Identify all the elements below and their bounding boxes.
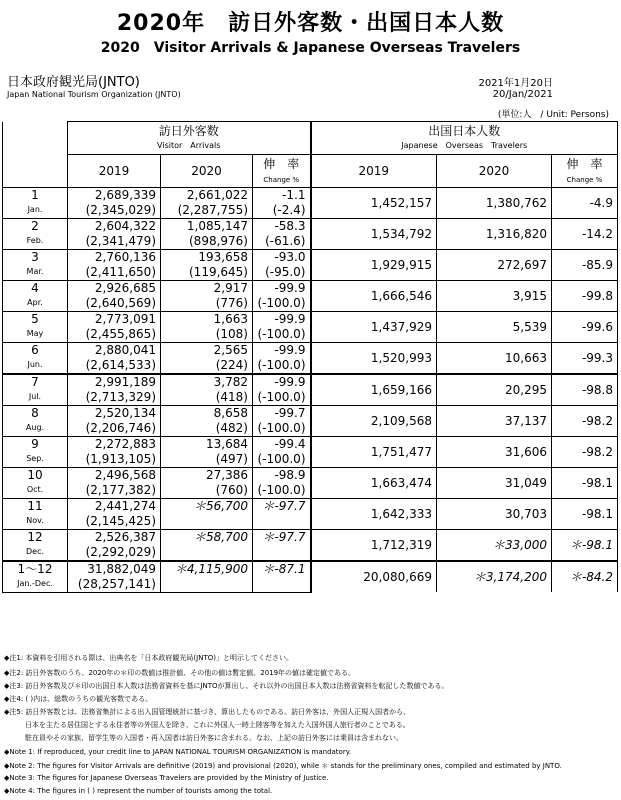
table-row xyxy=(3,498,618,514)
visitor-change-cell: -99.9 xyxy=(253,311,311,327)
visitor-2020-cell: ＊56,700 xyxy=(161,498,253,514)
header-corner xyxy=(3,139,68,154)
japanese-header-jp: 出国日本人数 xyxy=(311,122,618,140)
table-row xyxy=(3,280,618,296)
footnote-line: ◆Note 4: The figures in ( ) represent the number of tourists among the total. xyxy=(4,787,273,795)
table-row xyxy=(3,374,618,390)
month-cell: 2 xyxy=(3,218,68,234)
japanese-2020-cell: ＊33,000 xyxy=(437,529,552,561)
page-title: 2020年 訪日外客数・出国日本人数 xyxy=(116,11,505,36)
month-cell: 7 xyxy=(3,374,68,390)
visitor-2020-tourists-cell: (482) xyxy=(161,421,253,437)
visitor-2020-tourists-cell: (418) xyxy=(161,390,253,406)
visitor-change-cell: ＊-87.1 xyxy=(253,561,311,577)
visitor-2020-tourists-cell: (760) xyxy=(161,483,253,499)
visitor-change-cell: -1.1 xyxy=(253,187,311,203)
visitor-2020-tourists-cell: (224) xyxy=(161,358,253,374)
visitor-2019-tourists-cell: (2,177,382) xyxy=(68,483,161,499)
month-en-cell: Feb. xyxy=(3,234,68,250)
japanese-header-en: Japanese Overseas Travelers xyxy=(311,139,618,154)
month-cell: 3 xyxy=(3,249,68,265)
visitor-change-cell: ＊-97.7 xyxy=(253,529,311,545)
visitor-2020-cell: 27,386 xyxy=(161,467,253,483)
visitor-2019-tourists-cell: (2,145,425) xyxy=(68,514,161,530)
visitor-tourist-change-cell xyxy=(253,545,311,561)
visitor-2019-tourists-cell: (2,341,479) xyxy=(68,234,161,250)
visitor-tourist-change-cell xyxy=(253,577,311,593)
japanese-2020-cell: 10,663 xyxy=(437,342,552,374)
page-subtitle: 2020 Visitor Arrivals & Japanese Overseas Travelers xyxy=(100,40,521,56)
footnote-line: ◆注2: 訪日外客数のうち、2020年の＊印の数値は推計値、その他の値は暫定値、2019年の値は確定値である。 xyxy=(4,669,356,677)
visitor-change-cell: -98.9 xyxy=(253,467,311,483)
visitor-tourist-change-cell: (-100.0) xyxy=(253,452,311,468)
japanese-2019-cell: 1,666,546 xyxy=(311,280,437,311)
month-en-cell: Sep. xyxy=(3,452,68,468)
month-en-cell: Nov. xyxy=(3,514,68,530)
month-en-cell: Jan.-Dec. xyxy=(3,577,68,593)
japanese-2020-cell: 272,697 xyxy=(437,249,552,280)
release-date-jp: 2021年1月20日 xyxy=(478,78,553,89)
month-cell: 1 xyxy=(3,187,68,203)
visitor-2019-cell: 2,520,134 xyxy=(68,405,161,421)
visitor-change-cell: -99.7 xyxy=(253,405,311,421)
table-row xyxy=(3,187,618,203)
japanese-change-cell: -14.2 xyxy=(552,218,618,249)
japanese-2020-cell: 30,703 xyxy=(437,498,552,529)
japanese-2019-cell: 1,642,333 xyxy=(311,498,437,529)
japanese-change-cell: -99.3 xyxy=(552,342,618,374)
table-row xyxy=(3,405,618,421)
japanese-2020-cell: 5,539 xyxy=(437,311,552,342)
footnote-line: 日本を主たる居住国とする永住者等の外国人を除き、これに外国人一時上陸客等を加えた入国外国人旅行者のことである。 xyxy=(4,721,410,729)
visitor-tourist-change-cell: (-100.0) xyxy=(253,296,311,312)
table-row xyxy=(3,342,618,358)
month-en-cell: Oct. xyxy=(3,483,68,499)
visitor-2020-cell: 2,565 xyxy=(161,342,253,358)
month-cell: 6 xyxy=(3,342,68,358)
visitor-2019-tourists-cell: (2,455,865) xyxy=(68,327,161,343)
organization-name-jp: 日本政府観光局(JNTO) xyxy=(7,75,140,90)
visitor-tourist-change-cell: (-100.0) xyxy=(253,390,311,406)
visitor-2019-tourists-cell: (1,913,105) xyxy=(68,452,161,468)
japanese-2019-cell: 1,534,792 xyxy=(311,218,437,249)
japanese-change-header-jp: 伸 率 xyxy=(552,154,618,173)
month-en-cell: Aug. xyxy=(3,421,68,437)
visitor-change-cell: -58.3 xyxy=(253,218,311,234)
visitor-tourist-change-cell: (-100.0) xyxy=(253,421,311,437)
japanese-change-cell: -98.2 xyxy=(552,436,618,467)
table-row xyxy=(3,436,618,452)
footnote-line: ◆注3: 訪日外客数及び＊印の出国日本人数は法務省資料を基にJNTOが算出し、それ以外の出国日本人数は法務省資料を転記した数値である。 xyxy=(4,682,449,690)
visitor-2019-cell: 2,880,041 xyxy=(68,342,161,358)
month-en-cell: May xyxy=(3,327,68,343)
footnote-line: ◆Note 3: The figures for Japanese Overseas Travelers are provided by the Ministry of Justice. xyxy=(4,774,329,782)
visitor-2020-cell: 1,663 xyxy=(161,311,253,327)
visitor-tourist-change-cell: (-61.6) xyxy=(253,234,311,250)
japanese-2019-cell: 1,659,166 xyxy=(311,374,437,406)
table-row xyxy=(3,249,618,265)
header-corner xyxy=(3,122,68,140)
visitor-2019-cell: 2,926,685 xyxy=(68,280,161,296)
visitor-2020-tourists-cell: (497) xyxy=(161,452,253,468)
visitor-tourist-change-cell: (-100.0) xyxy=(253,327,311,343)
japanese-2020-cell: ＊3,174,200 xyxy=(437,561,552,593)
visitor-tourist-change-cell: (-100.0) xyxy=(253,483,311,499)
table-row xyxy=(3,529,618,545)
month-cell: 12 xyxy=(3,529,68,545)
visitor-2019-tourists-cell: (28,257,141) xyxy=(68,577,161,593)
japanese-change-cell: -85.9 xyxy=(552,249,618,280)
release-date-en: 20/Jan/2021 xyxy=(492,89,553,100)
footnote-line: 駐在員やその家族、留学生等の入国者・再入国者は訪日外客に含まれる。なお、上記の訪日外客には乗員は含まれない。 xyxy=(4,734,403,742)
organization-name-en: Japan National Tourism Organization (JNTO) xyxy=(7,90,181,99)
visitor-2019-cell: 2,496,568 xyxy=(68,467,161,483)
visitor-tourist-change-cell: (-100.0) xyxy=(253,358,311,374)
visitor-2019-cell: 2,272,883 xyxy=(68,436,161,452)
header-corner xyxy=(3,154,68,187)
month-en-cell: Jun. xyxy=(3,358,68,374)
visitor-2019-cell: 2,441,274 xyxy=(68,498,161,514)
visitor-2020-cell: 2,917 xyxy=(161,280,253,296)
visitor-2019-tourists-cell: (2,713,329) xyxy=(68,390,161,406)
month-cell: 8 xyxy=(3,405,68,421)
month-en-cell: Jan. xyxy=(3,203,68,219)
visitor-2019-cell: 2,526,387 xyxy=(68,529,161,545)
japanese-2019-cell: 1,452,157 xyxy=(311,187,437,218)
japanese-change-cell: -98.1 xyxy=(552,467,618,498)
visitor-change-cell: -93.0 xyxy=(253,249,311,265)
month-en-cell: Jul. xyxy=(3,390,68,406)
visitor-year-2020-header: 2020 xyxy=(161,154,253,187)
visitor-header-en: Visitor Arrivals xyxy=(68,139,311,154)
visitor-2019-tourists-cell: (2,345,029) xyxy=(68,203,161,219)
month-cell: 10 xyxy=(3,467,68,483)
japanese-2019-cell: 1,437,929 xyxy=(311,311,437,342)
visitor-year-2019-header: 2019 xyxy=(68,154,161,187)
visitor-tourist-change-cell: (-95.0) xyxy=(253,265,311,281)
month-en-cell: Dec. xyxy=(3,545,68,561)
visitor-2020-tourists-cell xyxy=(161,545,253,561)
japanese-2020-cell: 31,606 xyxy=(437,436,552,467)
footnote-line: ◆Note 2: The figures for Visitor Arrivals are definitive (2019) and provisional (2020), while ＊ stands for the preliminary ones, compiled and estimated by JNTO. xyxy=(4,762,562,770)
visitor-2020-cell: ＊4,115,900 xyxy=(161,561,253,577)
visitor-change-header-en: Change % xyxy=(253,173,311,188)
month-cell: 11 xyxy=(3,498,68,514)
japanese-2019-cell: 1,712,319 xyxy=(311,529,437,561)
table-row xyxy=(3,218,618,234)
visitor-2020-tourists-cell: (2,287,755) xyxy=(161,203,253,219)
statistics-table xyxy=(2,121,618,593)
visitor-2019-cell: 2,689,339 xyxy=(68,187,161,203)
visitor-tourist-change-cell xyxy=(253,514,311,530)
japanese-change-cell: -99.6 xyxy=(552,311,618,342)
visitor-2019-cell: 2,604,322 xyxy=(68,218,161,234)
japanese-2019-cell: 2,109,568 xyxy=(311,405,437,436)
visitor-2019-tourists-cell: (2,292,029) xyxy=(68,545,161,561)
visitor-2020-tourists-cell: (776) xyxy=(161,296,253,312)
visitor-change-cell: -99.9 xyxy=(253,374,311,390)
visitor-change-header-jp: 伸 率 xyxy=(253,154,311,173)
visitor-2020-tourists-cell xyxy=(161,577,253,593)
visitor-2020-cell: 8,658 xyxy=(161,405,253,421)
table-row xyxy=(3,311,618,327)
japanese-2019-cell: 1,520,993 xyxy=(311,342,437,374)
visitor-2019-tourists-cell: (2,614,533) xyxy=(68,358,161,374)
month-en-cell: Mar. xyxy=(3,265,68,281)
japanese-2020-cell: 3,915 xyxy=(437,280,552,311)
month-cell: 1～12 xyxy=(3,561,68,577)
japanese-year-2019-header: 2019 xyxy=(311,154,437,187)
month-cell: 4 xyxy=(3,280,68,296)
japanese-change-cell: -4.9 xyxy=(552,187,618,218)
table-row xyxy=(3,561,618,577)
japanese-2019-cell: 20,080,669 xyxy=(311,561,437,593)
visitor-2020-tourists-cell xyxy=(161,514,253,530)
visitor-2020-tourists-cell: (108) xyxy=(161,327,253,343)
visitor-change-cell: -99.4 xyxy=(253,436,311,452)
visitor-2019-cell: 2,773,091 xyxy=(68,311,161,327)
visitor-2020-cell: 2,661,022 xyxy=(161,187,253,203)
unit-label: (単位:人 / Unit: Persons) xyxy=(497,110,609,120)
footnote-line: ◆注1: 本資料を引用される際は、出典名を「日本政府観光局(JNTO)」と明示してください。 xyxy=(4,654,293,662)
japanese-change-cell: -98.2 xyxy=(552,405,618,436)
japanese-2020-cell: 31,049 xyxy=(437,467,552,498)
visitor-2019-cell: 2,760,136 xyxy=(68,249,161,265)
visitor-2020-cell: 1,085,147 xyxy=(161,218,253,234)
footnote-line: ◆注4: ( )内は、総数のうちの観光客数である。 xyxy=(4,695,153,703)
japanese-2019-cell: 1,663,474 xyxy=(311,467,437,498)
japanese-2019-cell: 1,929,915 xyxy=(311,249,437,280)
table-row xyxy=(3,467,618,483)
visitor-2020-cell: 3,782 xyxy=(161,374,253,390)
visitor-2019-tourists-cell: (2,411,650) xyxy=(68,265,161,281)
month-cell: 5 xyxy=(3,311,68,327)
visitor-2020-cell: 13,684 xyxy=(161,436,253,452)
visitor-2020-tourists-cell: (898,976) xyxy=(161,234,253,250)
japanese-2020-cell: 20,295 xyxy=(437,374,552,406)
japanese-change-cell: ＊-98.1 xyxy=(552,529,618,561)
visitor-2019-cell: 31,882,049 xyxy=(68,561,161,577)
visitor-2019-tourists-cell: (2,206,746) xyxy=(68,421,161,437)
month-en-cell: Apr. xyxy=(3,296,68,312)
japanese-2020-cell: 1,380,762 xyxy=(437,187,552,218)
visitor-2020-cell: 193,658 xyxy=(161,249,253,265)
japanese-change-cell: -98.8 xyxy=(552,374,618,406)
month-cell: 9 xyxy=(3,436,68,452)
japanese-change-cell: ＊-84.2 xyxy=(552,561,618,593)
japanese-year-2020-header: 2020 xyxy=(437,154,552,187)
visitor-2020-cell: ＊58,700 xyxy=(161,529,253,545)
visitor-2019-cell: 2,991,189 xyxy=(68,374,161,390)
visitor-change-cell: -99.9 xyxy=(253,342,311,358)
visitor-change-cell: -99.9 xyxy=(253,280,311,296)
japanese-change-cell: -99.8 xyxy=(552,280,618,311)
visitor-header-jp: 訪日外客数 xyxy=(68,122,311,140)
japanese-2019-cell: 1,751,477 xyxy=(311,436,437,467)
japanese-2020-cell: 37,137 xyxy=(437,405,552,436)
visitor-change-cell: ＊-97.7 xyxy=(253,498,311,514)
footnote-line: ◆注5: 訪日外客数とは、法務省集計による出入国管理統計に基づき、算出したものである。訪日外客は、外国人正規入国者から、 xyxy=(4,708,411,716)
japanese-2020-cell: 1,316,820 xyxy=(437,218,552,249)
footnote-line: ◆Note 1: If reproduced, your credit line to JAPAN NATIONAL TOURISM ORGANIZATION is mandatory. xyxy=(4,748,352,756)
japanese-change-header-en: Change % xyxy=(552,173,618,188)
visitor-tourist-change-cell: (-2.4) xyxy=(253,203,311,219)
japanese-change-cell: -98.1 xyxy=(552,498,618,529)
visitor-2019-tourists-cell: (2,640,569) xyxy=(68,296,161,312)
visitor-2020-tourists-cell: (119,645) xyxy=(161,265,253,281)
